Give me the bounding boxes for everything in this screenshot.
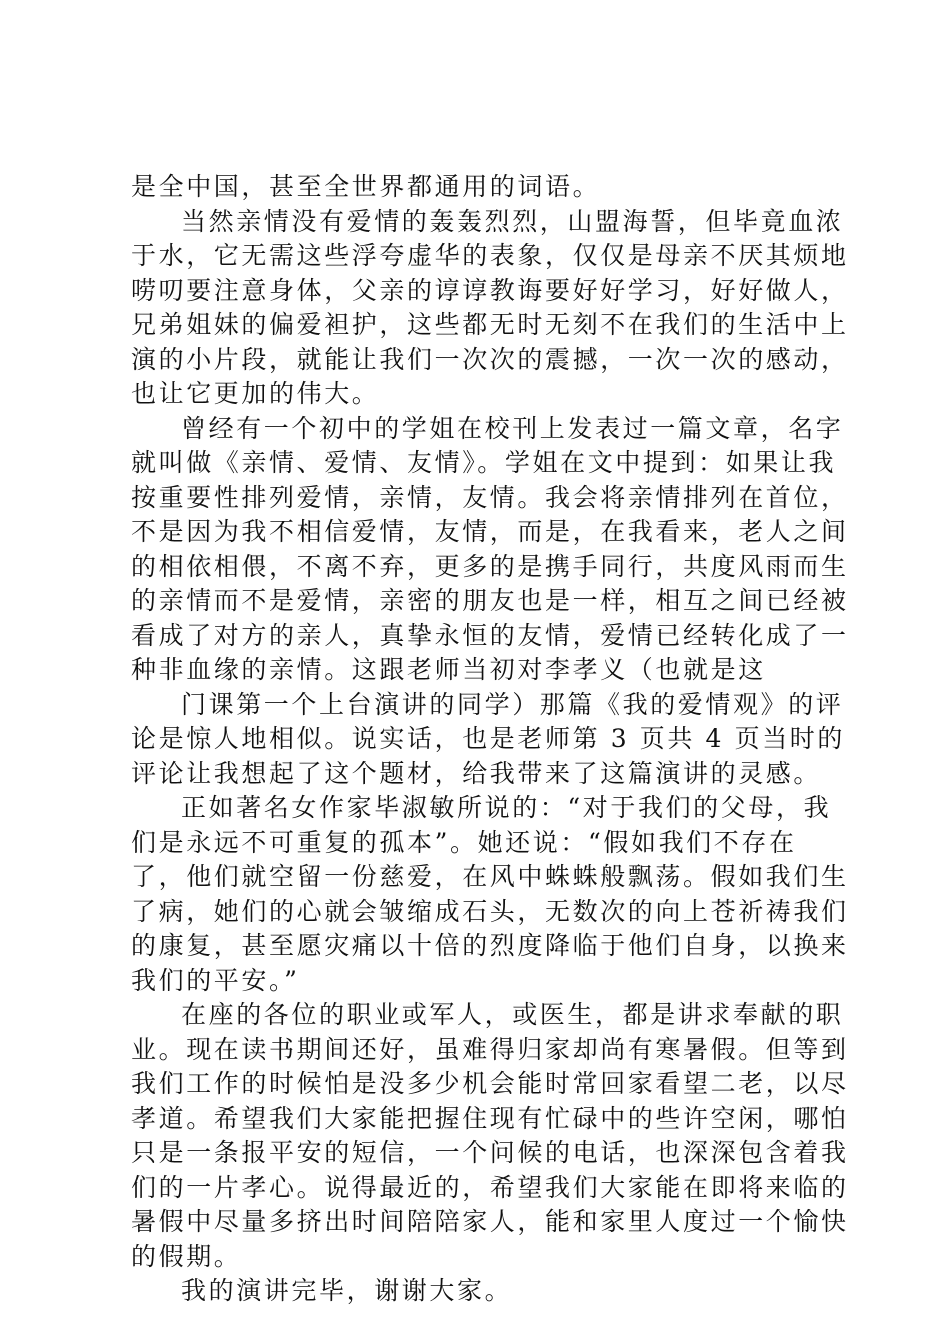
paragraph-closing: 我的演讲完毕，谢谢大家。 [181, 1276, 513, 1305]
paragraph-continuation: 是全中国，甚至全世界都通用的词语。 [131, 172, 601, 201]
paragraph-kinship-vs-love: 当然亲情没有爱情的轰轰烈烈，山盟海誓，但毕竟血浓于水，它无需这些浮夸虚华的表象，仅仅是母亲不厌其烦地唠叨要注意身体，父亲的谆谆教诲要好好学习，好好做人，兄弟姐妹的偏爱袒护，这些都无时无刻不在我们的生活中上演的小片段，就能让我们一次次的震撼，一次一次的感动，也让它更加的伟大。 [131, 206, 849, 408]
document-body [131, 170, 851, 1309]
paragraph-bi-shumin-quote: 正如著名女作家毕淑敏所说的：“对于我们的父母，我们是永远不可重复的孤本”。她还说：“假如我们不存在了，他们就空留一份慈爱，在风中蛛蛛般飘荡。假如我们生了病，她们的心就会皱缩成石头，无数次的向上苍祈祷我们的康复，甚至愿灾痛以十倍的烈度降临于他们自身，以换来我们的平安。” [131, 793, 849, 995]
paragraph-senior-article: 曾经有一个初中的学姐在校刊上发表过一篇文章，名字就叫做《亲情、爱情、友情》。学姐在文中提到：如果让我按重要性排列爱情，亲情，友情。我会将亲情排列在首位，不是因为我不相信爱情，友情，而是，在我看来，老人之间的相依相偎，不离不弃，更多的是携手同行，共度风雨而生的亲情而不是爱情，亲密的朋友也是一样，相互之间已经被看成了对方的亲人，真挚永恒的友情，爱情已经转化成了一种非血缘的亲情。这跟老师当初对李孝义（也就是这 [131, 413, 849, 684]
paragraph-call-to-action: 在座的各位的职业或军人，或医生，都是讲求奉献的职业。现在读书期间还好，虽难得归家却尚有寒暑假。但等到我们工作的时候怕是没多少机会能时常回家看望二老，以尽孝道。希望我们大家能把握住现有忙碌中的些许空闲，哪怕只是一条报平安的短信，一个问候的电话，也深深包含着我们的一片孝心。说得最近的，希望我们大家能在即将来临的暑假中尽量多挤出时间陪陪家人，能和家里人度过一个愉快的假期。 [131, 1000, 849, 1271]
paragraph-teacher-comment: 门课第一个上台演讲的同学）那篇《我的爱情观》的评论是惊人地相似。说实话，也是老师第 3 页共 4 页当时的评论让我想起了这个题材，给我带来了这篇演讲的灵感。 [131, 689, 846, 788]
